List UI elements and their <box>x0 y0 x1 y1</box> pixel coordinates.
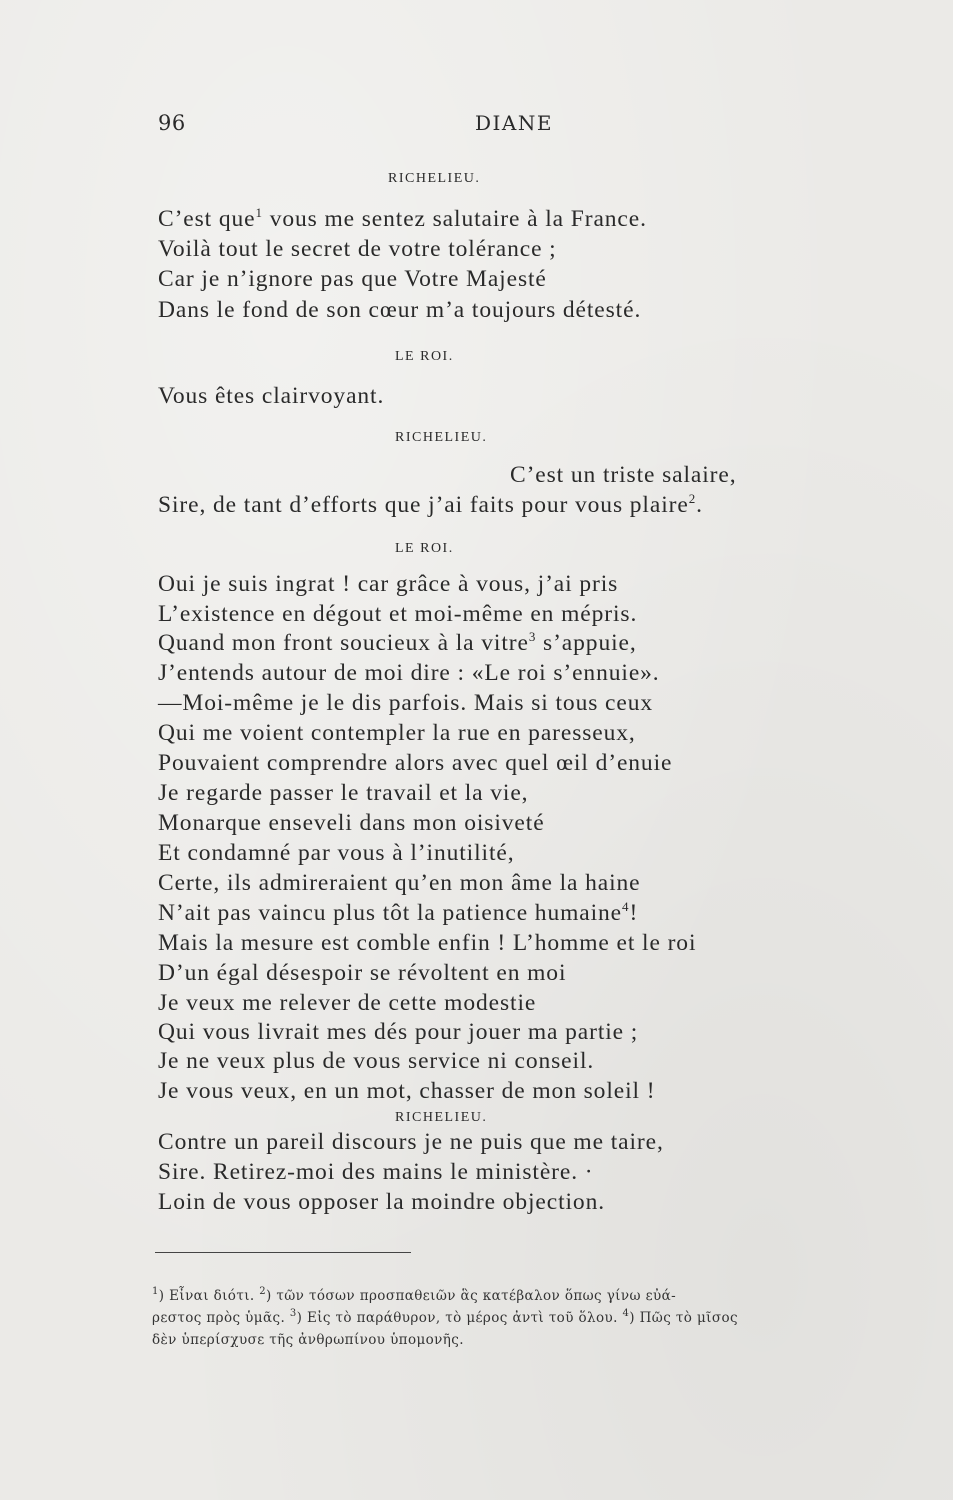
verse-line: Dans le fond de son cœur m’a toujours détesté. <box>158 297 642 323</box>
verse-line: J’entends autour de moi dire : «Le roi s’ennuie». <box>158 660 660 686</box>
verse-line: C’est que$^1$ vous me sentez salutaire à la France. <box>158 205 647 232</box>
speaker-name: RICHELIEU. <box>388 171 481 186</box>
footnote-ref: 3 <box>528 629 537 644</box>
verse-line: Pouvaient comprendre alors avec quel œil d’enuie <box>158 750 673 776</box>
verse-line: Je ne veux plus de vous service ni conseil. <box>158 1048 595 1074</box>
verse-line: Sire. Retirez-moi des mains le ministère. · <box>158 1159 594 1185</box>
verse-line: Et condamné par vous à l’inutilité, <box>158 840 515 866</box>
speaker-name: RICHELIEU. <box>395 1110 488 1125</box>
verse-line: Je regarde passer le travail et la vie, <box>158 780 529 806</box>
footnote-number: 2 <box>259 1286 267 1297</box>
footnote-number: 4 <box>622 1308 630 1319</box>
verse-line: Car je n’ignore pas que Votre Majesté <box>158 266 547 292</box>
footnote-number: 3 <box>289 1308 297 1319</box>
footnote-line: $^1$) Εἶναι διότι. $^2$) τῶν τόσων προσπαθειῶν ἃς κατέβαλον ὅπως γίνω εὐά- <box>152 1286 677 1304</box>
footnote-number: 1 <box>152 1286 159 1297</box>
footnote-ref: 1 <box>255 205 263 220</box>
verse-line: Loin de vous opposer la moindre objection. <box>158 1189 606 1215</box>
verse-line: Qui vous livrait mes dés pour jouer ma partie ; <box>158 1019 639 1045</box>
footnote-ref: 2 <box>688 491 697 506</box>
footnote-rule <box>155 1252 411 1253</box>
verse-line: Quand mon front soucieux à la vitre$^3$ s’appuie, <box>158 629 637 656</box>
verse-line: Mais la mesure est comble enfin ! L’homme et le roi <box>158 930 697 956</box>
page-header <box>158 111 813 141</box>
footnote-ref: 4 <box>622 899 630 914</box>
verse-line: Monarque enseveli dans mon oisiveté <box>158 810 545 836</box>
verse-line: C’est un triste salaire, <box>510 462 737 488</box>
verse-line: L’existence en dégout et moi-même en mépris. <box>158 601 638 627</box>
speaker-name: RICHELIEU. <box>395 430 488 445</box>
verse-line: Vous êtes clairvoyant. <box>158 383 385 409</box>
verse-line: Sire, de tant d’efforts que j’ai faits pour vous plaire$^2$. <box>158 491 703 518</box>
page-number: 96 <box>158 111 186 135</box>
verse-line: Contre un pareil discours je ne puis que me taire, <box>158 1129 664 1155</box>
verse-line: —Moi-même je le dis parfois. Mais si tous ceux <box>158 690 654 716</box>
verse-line: Je veux me relever de cette modestie <box>158 990 537 1016</box>
verse-line: N’ait pas vaincu plus tôt la patience humaine$^4$! <box>158 899 639 926</box>
footnote-line: δὲν ὑπερίσχυσε τῆς ἀνθρωπίνου ὑπομονῆς. <box>152 1332 464 1348</box>
speaker-name: LE ROI. <box>395 541 454 556</box>
speaker-name: LE ROI. <box>395 349 454 364</box>
verse-line: D’un égal désespoir se révoltent en moi <box>158 960 567 986</box>
verse-line: Voilà tout le secret de votre tolérance ; <box>158 236 557 262</box>
running-title: DIANE <box>475 111 553 135</box>
verse-line: Je vous veux, en un mot, chasser de mon soleil ! <box>158 1078 656 1104</box>
verse-line: Qui me voient contempler la rue en paresseux, <box>158 720 636 746</box>
footnote-line: ρεστος πρὸς ὑμᾶς. $^3$) Εἰς τὸ παράθυρον, τὸ μέρος ἀντὶ τοῦ ὅλου. $^4$) Πῶς τὸ μῖσος <box>152 1308 738 1326</box>
verse-line: Certe, ils admireraient qu’en mon âme la haine <box>158 870 641 896</box>
verse-line: Oui je suis ingrat ! car grâce à vous, j’ai pris <box>158 571 619 597</box>
